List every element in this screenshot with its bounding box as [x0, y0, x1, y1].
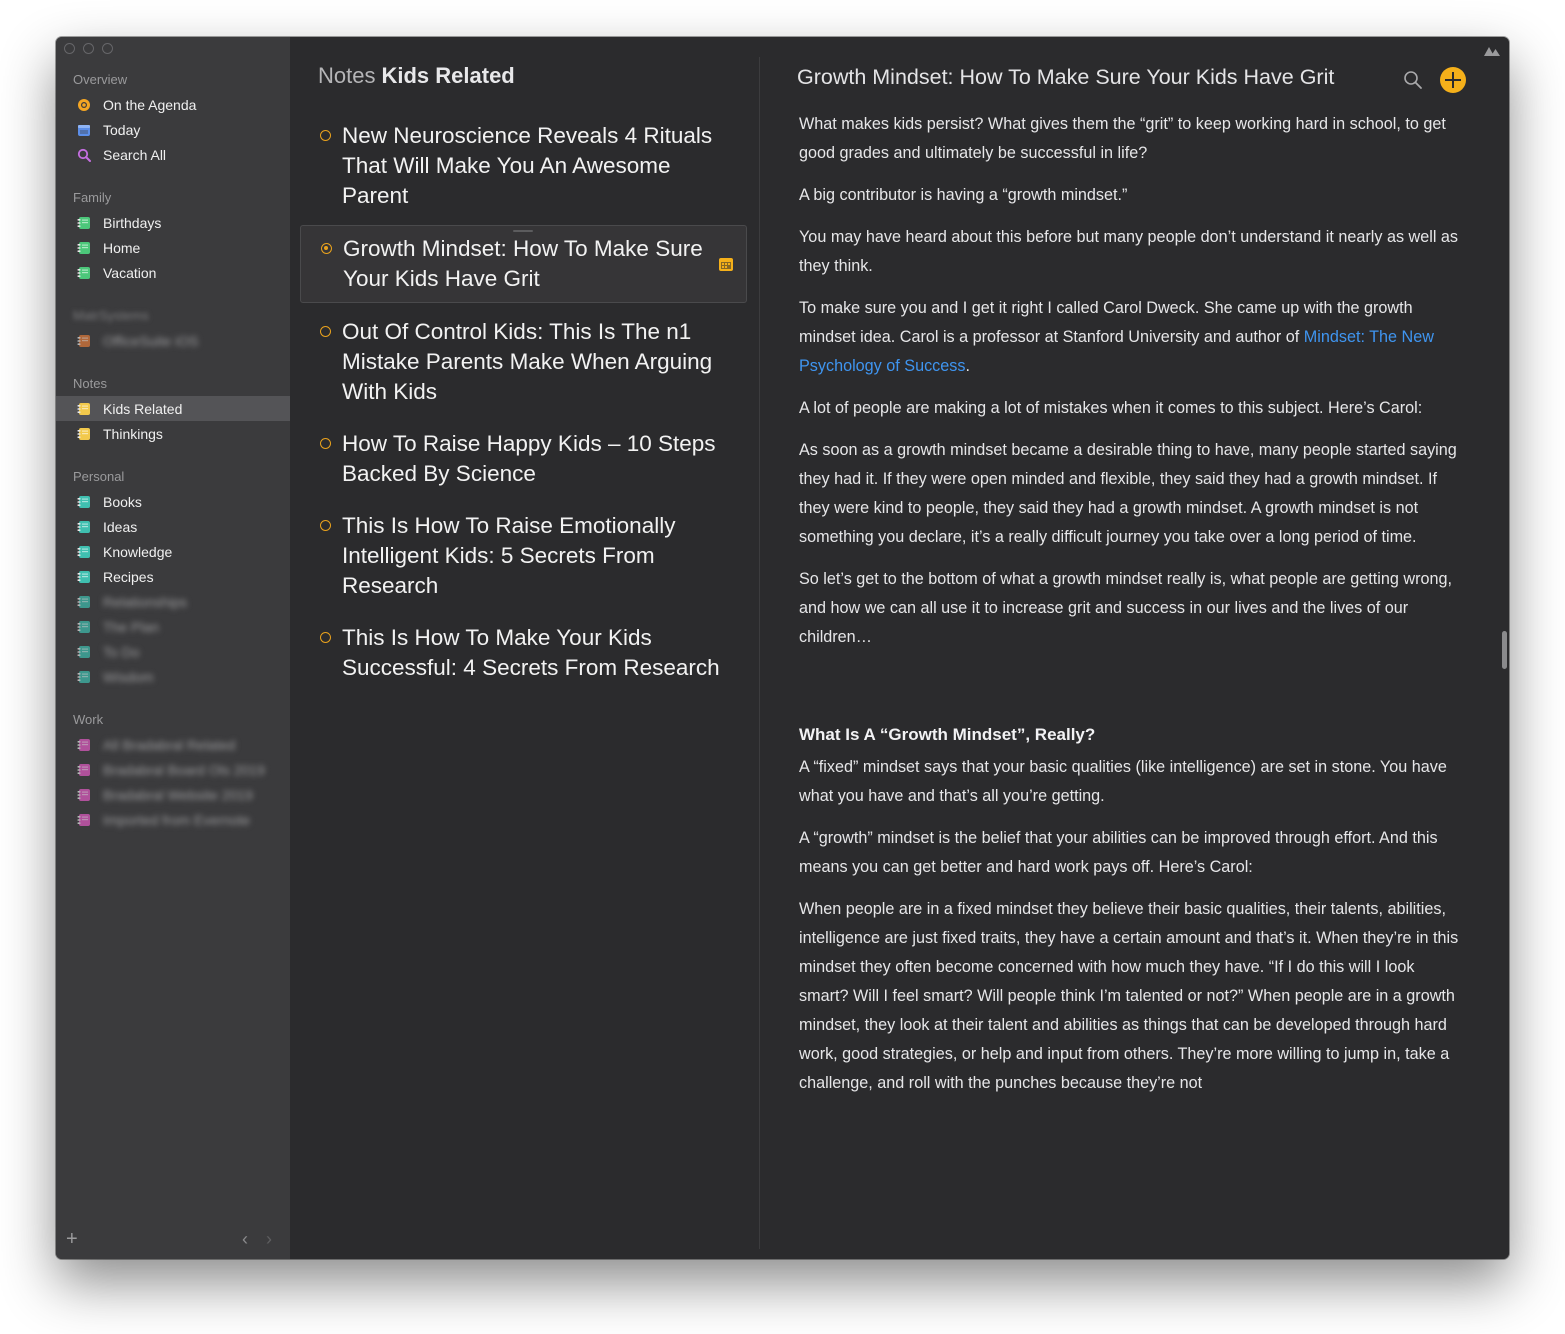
paragraph: A big contributor is having a “growth mindset.”: [799, 186, 1128, 204]
sidebar-item-label: All Bradabral Related: [103, 736, 236, 753]
section-spacer: [56, 832, 290, 846]
sidebar-item[interactable]: [56, 732, 290, 757]
add-notebook-button[interactable]: +: [66, 1228, 78, 1250]
note-list-item[interactable]: [300, 225, 747, 303]
sidebar-item-label: Ideas: [103, 518, 138, 535]
sidebar-item[interactable]: [56, 260, 290, 285]
book-link[interactable]: Mindset: The New Psychology of Success: [799, 328, 1434, 375]
calendar-icon[interactable]: [718, 256, 734, 272]
note-list-item[interactable]: [300, 421, 747, 497]
sidebar-item-label: Bradabral Website 2019: [103, 786, 253, 803]
sidebar-item[interactable]: [56, 117, 290, 142]
note-list-item[interactable]: [300, 113, 747, 219]
sidebar-item[interactable]: [56, 639, 290, 664]
forward-button[interactable]: ›: [266, 1229, 272, 1249]
note-item-title: Growth Mindset: How To Make Sure Your Kids Have Grit: [343, 236, 703, 291]
section-spacer: [56, 446, 290, 460]
zoom-window-button[interactable]: [102, 43, 113, 54]
agenda-icon: [77, 98, 91, 112]
notebook-icon: [77, 495, 91, 509]
sidebar-item-label: Vacation: [103, 264, 157, 281]
sidebar-item[interactable]: [56, 92, 290, 117]
sidebar-item[interactable]: [56, 782, 290, 807]
minimize-window-button[interactable]: [83, 43, 94, 54]
notebook-icon: [77, 670, 91, 684]
notebook-icon: [77, 645, 91, 659]
breadcrumb-current: Kids Related: [381, 63, 515, 88]
note-list-item[interactable]: [300, 615, 747, 691]
sidebar-item-label: Bradabral Board Ols 2019: [103, 761, 265, 778]
sidebar-section-title[interactable]: Overview: [73, 72, 128, 87]
note-body[interactable]: [799, 110, 1459, 1111]
breadcrumb-parent[interactable]: Notes: [318, 63, 376, 88]
notebook-icon: [77, 595, 91, 609]
note-item-title: This Is How To Make Your Kids Successful: 4 Secrets From Research: [342, 625, 720, 680]
sidebar-item-label: Birthdays: [103, 214, 162, 231]
quote-paragraph: As soon as a growth mindset became a desirable thing to have, many people started saying they had it. If they were open minded and flexible, they said they had a growth mindset. If they were kind to people, they said they had a growth mindset. A growth mindset is not something you declare, it’s a really difficult journey you take over a long period of time.: [799, 441, 1457, 546]
paragraph-text: .: [965, 357, 970, 375]
notebook-icon: [77, 570, 91, 584]
notebook-icon: [77, 427, 91, 441]
sidebar-item[interactable]: [56, 489, 290, 514]
note-editor: [760, 37, 1509, 1259]
sidebar-item-label: Home: [103, 239, 141, 256]
sidebar: [56, 37, 290, 1259]
sidebar-section-title[interactable]: Family: [73, 190, 112, 205]
notebook-icon: [77, 763, 91, 777]
section-heading: What Is A “Growth Mindset”, Really?: [799, 725, 1096, 744]
note-status-icon[interactable]: [321, 243, 332, 254]
note-status-icon[interactable]: [320, 520, 331, 531]
paragraph: A “fixed” mindset says that your basic qualities (like intelligence) are set in stone. You have what you have and that’s all you’re getting.: [799, 758, 1447, 805]
sidebar-section-title[interactable]: MatrSystems: [73, 308, 149, 323]
editor-scrollbar[interactable]: [1502, 631, 1507, 669]
section-spacer: [56, 353, 290, 367]
note-list-item[interactable]: [300, 503, 747, 609]
sidebar-item-label: The Plan: [103, 618, 160, 635]
sidebar-item-label: Kids Related: [103, 400, 183, 417]
quote-paragraph: When people are in a fixed mindset they believe their basic qualities, their talents, abilities, intelligence are just fixed traits, they have a certain amount and that’s it. When they’re in this mindset they often become concerned with how much they have. “If I do this will I look smart? Will I feel smart? Will people think I’m talented or not?” When people are in a growth mindset, they look at their talent and abilities as things that can be developed through hard work, good strategies, or help and input from others. They’re more willing to jump in, take a challenge, and roll with the punches because they’re not: [799, 900, 1459, 1092]
sidebar-item[interactable]: [56, 210, 290, 235]
app-window: [56, 37, 1509, 1259]
sidebar-item[interactable]: [56, 664, 290, 689]
notebook-icon: [77, 520, 91, 534]
paragraph: So let’s get to the bottom of what a growth mindset really is, what people are getting wrong, and how we can all use it to increase grit and success in our lives and the lives of our children…: [799, 570, 1452, 646]
notebook-icon: [77, 241, 91, 255]
sidebar-item-label: Books: [103, 493, 142, 510]
sidebar-item[interactable]: [56, 396, 290, 421]
sidebar-item-label: Thinkings: [103, 425, 163, 442]
sidebar-item-label: Imported from Evernote: [103, 811, 251, 828]
notebook-icon: [77, 334, 91, 348]
sidebar-item[interactable]: [56, 757, 290, 782]
notebook-icon: [77, 813, 91, 827]
sidebar-section-title[interactable]: Work: [73, 712, 104, 727]
sidebar-item[interactable]: [56, 807, 290, 832]
note-title[interactable]: Growth Mindset: How To Make Sure Your Kids Have Grit: [797, 65, 1335, 89]
note-status-icon[interactable]: [320, 130, 331, 141]
back-button[interactable]: ‹: [242, 1229, 248, 1249]
notebook-icon: [77, 545, 91, 559]
paragraph: [799, 294, 1459, 381]
sidebar-item[interactable]: [56, 328, 290, 353]
sidebar-item[interactable]: [56, 564, 290, 589]
note-list-panel: [290, 37, 759, 1259]
notebook-icon: [77, 402, 91, 416]
note-item-title: This Is How To Raise Emotionally Intelligent Kids: 5 Secrets From Research: [342, 513, 676, 598]
sidebar-item-label: Wisdom: [103, 668, 154, 685]
paragraph: What makes kids persist? What gives them the “grit” to keep working hard in school, to get good grades and ultimately be successful in life?: [799, 115, 1446, 162]
sidebar-item-label: Search All: [103, 146, 167, 163]
calendar-icon: [77, 123, 91, 137]
close-window-button[interactable]: [64, 43, 75, 54]
notebook-icon: [77, 266, 91, 280]
paragraph: You may have heard about this before but many people don’t understand it nearly as well as they think.: [799, 228, 1459, 275]
notebook-icon: [77, 788, 91, 802]
paragraph: A “growth” mindset is the belief that your abilities can be improved through effort. And this means you can get better and hard work pays off. Here’s Carol:: [799, 829, 1438, 876]
section-spacer: [56, 689, 290, 703]
sidebar-item[interactable]: [56, 514, 290, 539]
sidebar-item-label: OfficeSuite iOS: [103, 332, 199, 349]
sidebar-item[interactable]: [56, 614, 290, 639]
note-item-title: Out Of Control Kids: This Is The n1 Mistake Parents Make When Arguing With Kids: [342, 319, 713, 404]
note-item-title: How To Raise Happy Kids – 10 Steps Backed By Science: [342, 431, 716, 486]
sidebar-item[interactable]: [56, 421, 290, 446]
sidebar-item[interactable]: [56, 539, 290, 564]
note-status-icon[interactable]: [320, 632, 331, 643]
sidebar-item[interactable]: [56, 235, 290, 260]
drag-handle[interactable]: [513, 230, 533, 232]
window-controls: [64, 43, 113, 54]
notebook-icon: [77, 620, 91, 634]
sidebar-item-label: Today: [103, 121, 141, 138]
sidebar-item-label: Recipes: [103, 568, 154, 585]
sidebar-section-title[interactable]: Notes: [73, 376, 107, 391]
sidebar-footer: [56, 1225, 290, 1259]
share-icon[interactable]: [1483, 45, 1501, 57]
sidebar-item[interactable]: [56, 589, 290, 614]
paragraph: A lot of people are making a lot of mistakes when it comes to this subject. Here’s Carol:: [799, 399, 1423, 417]
sidebar-item[interactable]: [56, 142, 290, 167]
paragraph-text: To make sure you and I get it right I called Carol Dweck. She came up with the growth mindset idea. Carol is a professor at Stanford University and author of: [799, 299, 1413, 346]
sidebar-item-label: Relationships: [103, 593, 188, 610]
note-status-icon[interactable]: [320, 438, 331, 449]
search-icon: [77, 148, 91, 162]
sidebar-item-label: To Do: [103, 643, 140, 660]
notebook-icon: [77, 216, 91, 230]
sidebar-section-title[interactable]: Personal: [73, 469, 125, 484]
add-note-button[interactable]: [1440, 67, 1466, 93]
notebook-icon: [77, 738, 91, 752]
search-icon[interactable]: [1403, 70, 1423, 90]
note-item-title: New Neuroscience Reveals 4 Rituals That Will Make You An Awesome Parent: [342, 123, 713, 208]
section-spacer: [56, 167, 290, 181]
sidebar-sections: [56, 67, 290, 846]
breadcrumb: [318, 63, 515, 89]
note-list: [300, 113, 747, 697]
note-list-item[interactable]: [300, 309, 747, 415]
note-status-icon[interactable]: [320, 326, 331, 337]
sidebar-item-label: On the Agenda: [103, 96, 197, 113]
section-spacer: [56, 285, 290, 299]
sidebar-item-label: Knowledge: [103, 543, 173, 560]
